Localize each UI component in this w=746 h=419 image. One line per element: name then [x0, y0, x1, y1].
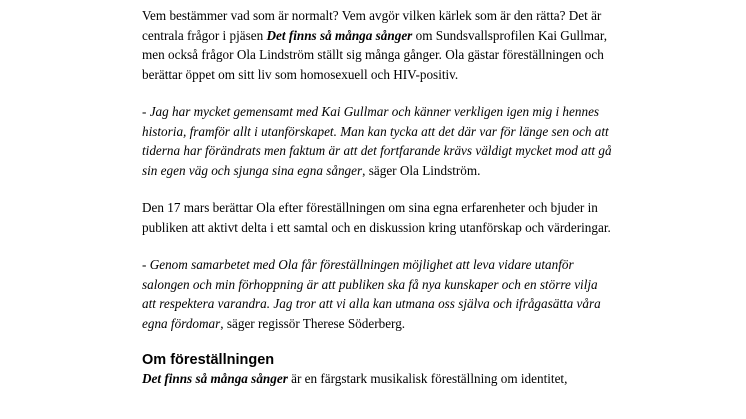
event-paragraph: Den 17 mars berättar Ola efter föreställningen om sina egna erfarenheter och bjuder in publiken att aktivt delta i ett samtal och en diskussion kring utanförskap och värderingar. — [142, 200, 611, 235]
quote-director — [142, 255, 612, 333]
about-paragraph — [142, 369, 612, 389]
about-section — [142, 351, 612, 389]
intro-paragraph — [142, 6, 612, 84]
intro-text-end: om Sundsvallsprofilen Kai Gullmar, men också frågor Ola Lindström ställt sig många gånger. Ola gästar föreställningen och berättar öppet om sitt liv som homosexuell och HIV-positiv. — [142, 27, 608, 82]
about-heading: Om föreställningen — [142, 352, 275, 368]
about-play-title: Det finns så många sånger — [142, 371, 288, 386]
quote-ola-text: - Jag har mycket gemensamt med Kai Gullmar och känner verkligen igen mig i hennes historia, framför allt i utanförskapet. Man kan tycka att det där var för länge sen och att tiderna har förändrats men faktum är att det fortfarande krävs väldigt mycket mod att gå sin egen väg och sjunga sina egna sånger — [142, 104, 612, 178]
quote-director-attribution: , säger regissör Therese Söderberg. — [220, 315, 406, 331]
quote-ola-attribution: , säger Ola Lindström. — [362, 162, 481, 178]
quote-director-text: - Genom samarbetet med Ola får föreställningen möjlighet att leva vidare utanför salongen och min förhoppning är att publiken ska få nya kunskaper och en större vilja att respektera varandra. Jag tror att vi alla kan utmana oss själva och ifrågasätta våra egna fördomar — [142, 257, 601, 331]
about-text: är en färgstark musikalisk föreställning om identitet, — [287, 371, 568, 386]
intro-text-start: Vem bestämmer vad som är normalt? Vem avgör vilken kärlek som är den rätta? Det är centrala frågor i pjäsen — [142, 8, 602, 43]
play-title: Det finns så många sånger — [266, 27, 413, 43]
article — [142, 6, 612, 389]
quote-ola — [142, 102, 612, 180]
